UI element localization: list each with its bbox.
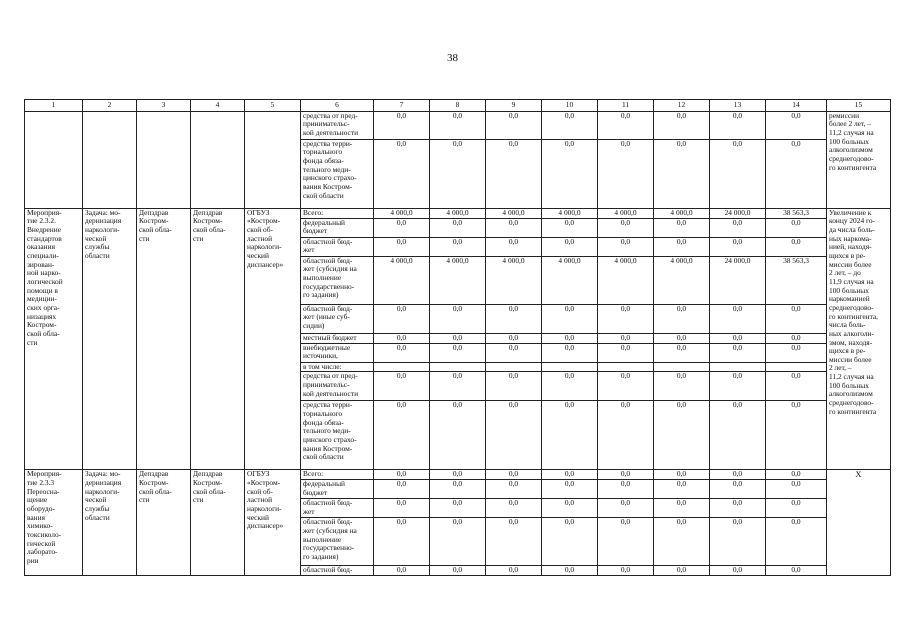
value-cell-col8: 0,0 [430, 111, 486, 139]
value-cell-col13: 0,0 [710, 372, 766, 401]
value-cell-col9: 4 000,0 [486, 256, 542, 304]
value-cell-col7: 0,0 [374, 139, 430, 208]
measure-name-cell: Мероприя- тие 2.3.2. Внедрение стандартов оказания специали- зирован- ной нарко- логической помощи в медицин- ских орга- низациях Костром- ской обла- сти [25, 208, 83, 470]
result-cell: Увеличение к концу 2024 го- да числа боль- ных наркома- нией, находя- щихся в ре- миссии более 2 лет, – до 11,9 случая на 100 больных наркоманией среднегодово- го контингента, числа боль- ных алкоголи- змом, находя- щихся в ре- миссии более 2 лет, – 11,2 случая на 100 больных алкоголизмом среднегодово- го контингента [827, 208, 891, 470]
value-cell-col13: 0,0 [710, 499, 766, 518]
value-cell-col13: 24 000,0 [710, 256, 766, 304]
value-cell-col7: 0,0 [374, 111, 430, 139]
value-cell-col12: 0,0 [654, 372, 710, 401]
value-cell-col12: 0,0 [654, 333, 710, 343]
value-cell-col14: 0,0 [766, 237, 827, 256]
value-cell-col11: 0,0 [598, 237, 654, 256]
value-cell-col12: 0,0 [654, 237, 710, 256]
value-cell-col7: 0,0 [374, 218, 430, 237]
value-cell-col11: 0,0 [598, 139, 654, 208]
value-cell-col10: 0,0 [542, 499, 598, 518]
value-cell-col7: 0,0 [374, 499, 430, 518]
executor-cell: Депздрав Костром- ской обла- сти [191, 208, 245, 470]
empty-cell-col5 [245, 111, 301, 208]
header-cell-1: 1 [25, 100, 83, 112]
value-cell-col14: 0,0 [766, 518, 827, 566]
value-cell-col14 [766, 362, 827, 372]
value-cell-col12: 0,0 [654, 343, 710, 362]
value-cell-col12: 0,0 [654, 499, 710, 518]
value-cell-col11: 4 000,0 [598, 208, 654, 218]
value-cell-col13: 0,0 [710, 566, 766, 576]
task-cell: Задача: мо- дернизация наркологи- ческой службы области [83, 470, 137, 576]
value-cell-col11: 0,0 [598, 499, 654, 518]
value-cell-col10: 0,0 [542, 139, 598, 208]
page-number: 38 [447, 52, 458, 64]
header-cell-4: 4 [191, 100, 245, 112]
value-cell-col8: 4 000,0 [430, 208, 486, 218]
value-cell-col11: 0,0 [598, 401, 654, 470]
value-cell-col12: 0,0 [654, 218, 710, 237]
table-row [25, 208, 891, 218]
value-cell-col11: 0,0 [598, 218, 654, 237]
value-cell-col14: 38 563,3 [766, 256, 827, 304]
value-cell-col7: 0,0 [374, 237, 430, 256]
table-row [25, 111, 891, 139]
header-cell-6: 6 [301, 100, 374, 112]
value-cell-col8: 0,0 [430, 518, 486, 566]
value-cell-col10: 0,0 [542, 372, 598, 401]
funding-source-cell: Всего: [301, 208, 374, 218]
value-cell-col9: 0,0 [486, 372, 542, 401]
program-table [24, 99, 891, 576]
value-cell-col9: 0,0 [486, 304, 542, 333]
value-cell-col8: 0,0 [430, 480, 486, 499]
value-cell-col9: 0,0 [486, 237, 542, 256]
executor-cell: Депздрав Костром- ской обла- сти [191, 470, 245, 576]
header-cell-12: 12 [654, 100, 710, 112]
value-cell-col13: 0,0 [710, 343, 766, 362]
funding-source-cell: средства от пред- принимательс- кой деятельности [301, 372, 374, 401]
value-cell-col12: 0,0 [654, 139, 710, 208]
value-cell-col12: 0,0 [654, 111, 710, 139]
header-cell-2: 2 [83, 100, 137, 112]
coordinator-cell: Депздрав Костром- ской обла- сти [137, 208, 191, 470]
value-cell-col7: 0,0 [374, 304, 430, 333]
value-cell-col12: 4 000,0 [654, 208, 710, 218]
value-cell-col9: 0,0 [486, 111, 542, 139]
value-cell-col7: 0,0 [374, 480, 430, 499]
result-cell: Х [827, 470, 891, 576]
value-cell-col11: 0,0 [598, 470, 654, 480]
value-cell-col10: 4 000,0 [542, 208, 598, 218]
header-cell-5: 5 [245, 100, 301, 112]
value-cell-col7: 0,0 [374, 372, 430, 401]
value-cell-col8: 0,0 [430, 304, 486, 333]
value-cell-col12: 0,0 [654, 304, 710, 333]
value-cell-col9: 0,0 [486, 566, 542, 576]
measure-name-cell: Мероприя- тие 2.3.3 Переосна- щение оборудо- вания химико- токсиколо- гической лаборато- рии [25, 470, 83, 576]
task-cell: Задача: мо- дернизация наркологи- ческой службы области [83, 208, 137, 470]
header-cell-11: 11 [598, 100, 654, 112]
value-cell-col13: 0,0 [710, 304, 766, 333]
value-cell-col13 [710, 362, 766, 372]
value-cell-col11: 0,0 [598, 333, 654, 343]
value-cell-col11: 0,0 [598, 343, 654, 362]
header-cell-8: 8 [430, 100, 486, 112]
value-cell-col11: 0,0 [598, 304, 654, 333]
value-cell-col13: 0,0 [710, 480, 766, 499]
value-cell-col9: 0,0 [486, 139, 542, 208]
value-cell-col12 [654, 362, 710, 372]
empty-cell-col2 [83, 111, 137, 208]
value-cell-col13: 0,0 [710, 139, 766, 208]
value-cell-col13: 0,0 [710, 111, 766, 139]
value-cell-col14: 0,0 [766, 499, 827, 518]
value-cell-col13: 0,0 [710, 401, 766, 470]
value-cell-col10: 4 000,0 [542, 256, 598, 304]
value-cell-col14: 0,0 [766, 566, 827, 576]
result-cell: ремиссии более 2 лет, – 11,2 случая на 100 больных алкоголизмом среднегодово- го контингента [827, 111, 891, 208]
value-cell-col13: 0,0 [710, 518, 766, 566]
value-cell-col7 [374, 362, 430, 372]
value-cell-col11: 0,0 [598, 372, 654, 401]
value-cell-col13: 0,0 [710, 333, 766, 343]
funding-source-cell: областной бюд- жет [301, 499, 374, 518]
value-cell-col12: 0,0 [654, 470, 710, 480]
value-cell-col13: 0,0 [710, 470, 766, 480]
value-cell-col13: 0,0 [710, 218, 766, 237]
value-cell-col10: 0,0 [542, 470, 598, 480]
value-cell-col7: 0,0 [374, 333, 430, 343]
funding-source-cell: областной бюд- [301, 566, 374, 576]
funding-source-cell: Всего: [301, 470, 374, 480]
value-cell-col7: 0,0 [374, 566, 430, 576]
value-cell-col8: 0,0 [430, 401, 486, 470]
value-cell-col10: 0,0 [542, 566, 598, 576]
value-cell-col8: 0,0 [430, 343, 486, 362]
coordinator-cell: Депздрав Костром- ской обла- сти [137, 470, 191, 576]
value-cell-col14: 0,0 [766, 333, 827, 343]
value-cell-col14: 0,0 [766, 304, 827, 333]
value-cell-col10: 0,0 [542, 518, 598, 566]
value-cell-col13: 24 000,0 [710, 208, 766, 218]
value-cell-col14: 0,0 [766, 401, 827, 470]
value-cell-col12: 0,0 [654, 518, 710, 566]
value-cell-col11 [598, 362, 654, 372]
value-cell-col10 [542, 362, 598, 372]
value-cell-col9: 0,0 [486, 333, 542, 343]
value-cell-col9: 4 000,0 [486, 208, 542, 218]
value-cell-col14: 0,0 [766, 218, 827, 237]
funding-source-cell: средства терри- ториального фонда обяза- тельного меди- цинского страхо- вания Костром- ской области [301, 401, 374, 470]
value-cell-col8: 4 000,0 [430, 256, 486, 304]
value-cell-col11: 0,0 [598, 480, 654, 499]
value-cell-col10: 0,0 [542, 333, 598, 343]
funding-source-cell: областной бюд- жет (иные суб- сидии) [301, 304, 374, 333]
value-cell-col10: 0,0 [542, 343, 598, 362]
value-cell-col9: 0,0 [486, 499, 542, 518]
value-cell-col13: 0,0 [710, 237, 766, 256]
value-cell-col10: 0,0 [542, 401, 598, 470]
value-cell-col14: 0,0 [766, 372, 827, 401]
participant-cell: ОГБУЗ «Костром- ской об- ластной наркологи- ческий диспансер» [245, 470, 301, 576]
funding-source-cell: средства терри- ториального фонда обяза- тельного меди- цинского страхо- вания Костром- ской области [301, 139, 374, 208]
funding-source-cell: внебюджетные источники, [301, 343, 374, 362]
value-cell-col14: 0,0 [766, 470, 827, 480]
value-cell-col8: 0,0 [430, 566, 486, 576]
value-cell-col10: 0,0 [542, 480, 598, 499]
value-cell-col12: 0,0 [654, 401, 710, 470]
value-cell-col7: 0,0 [374, 343, 430, 362]
header-cell-9: 9 [486, 100, 542, 112]
funding-source-cell: средства от пред- принимательс- кой деятельности [301, 111, 374, 139]
value-cell-col9 [486, 362, 542, 372]
funding-source-cell: федеральный бюджет [301, 480, 374, 499]
table-row [25, 470, 891, 480]
participant-cell: ОГБУЗ «Костром- ской об- ластной наркологи- ческий диспансер» [245, 208, 301, 470]
header-cell-10: 10 [542, 100, 598, 112]
value-cell-col9: 0,0 [486, 218, 542, 237]
value-cell-col8 [430, 362, 486, 372]
value-cell-col9: 0,0 [486, 470, 542, 480]
value-cell-col12: 4 000,0 [654, 256, 710, 304]
value-cell-col8: 0,0 [430, 470, 486, 480]
value-cell-col10: 0,0 [542, 218, 598, 237]
value-cell-col8: 0,0 [430, 333, 486, 343]
value-cell-col7: 4 000,0 [374, 256, 430, 304]
value-cell-col10: 0,0 [542, 237, 598, 256]
value-cell-col11: 0,0 [598, 518, 654, 566]
value-cell-col9: 0,0 [486, 518, 542, 566]
value-cell-col10: 0,0 [542, 304, 598, 333]
value-cell-col10: 0,0 [542, 111, 598, 139]
funding-source-cell: местный бюджет [301, 333, 374, 343]
header-cell-7: 7 [374, 100, 430, 112]
empty-cell-col1 [25, 111, 83, 208]
funding-source-cell: областной бюд- жет [301, 237, 374, 256]
funding-source-cell: областной бюд- жет (субсидия на выполнение государственно- го задания) [301, 256, 374, 304]
empty-cell-col4 [191, 111, 245, 208]
funding-source-cell: федеральный бюджет [301, 218, 374, 237]
value-cell-col14: 38 563,3 [766, 208, 827, 218]
header-cell-15: 15 [827, 100, 891, 112]
value-cell-col8: 0,0 [430, 237, 486, 256]
value-cell-col7: 0,0 [374, 518, 430, 566]
value-cell-col14: 0,0 [766, 480, 827, 499]
value-cell-col8: 0,0 [430, 218, 486, 237]
value-cell-col8: 0,0 [430, 372, 486, 401]
value-cell-col12: 0,0 [654, 566, 710, 576]
value-cell-col7: 0,0 [374, 401, 430, 470]
funding-source-cell: областной бюд- жет (субсидия на выполнение государственно- го задания) [301, 518, 374, 566]
value-cell-col7: 0,0 [374, 470, 430, 480]
empty-cell-col3 [137, 111, 191, 208]
value-cell-col7: 4 000,0 [374, 208, 430, 218]
value-cell-col14: 0,0 [766, 111, 827, 139]
value-cell-col9: 0,0 [486, 480, 542, 499]
value-cell-col11: 0,0 [598, 566, 654, 576]
value-cell-col9: 0,0 [486, 401, 542, 470]
header-cell-13: 13 [710, 100, 766, 112]
value-cell-col8: 0,0 [430, 499, 486, 518]
value-cell-col11: 0,0 [598, 111, 654, 139]
header-cell-3: 3 [137, 100, 191, 112]
value-cell-col8: 0,0 [430, 139, 486, 208]
value-cell-col14: 0,0 [766, 139, 827, 208]
value-cell-col14: 0,0 [766, 343, 827, 362]
value-cell-col11: 4 000,0 [598, 256, 654, 304]
header-row [25, 100, 891, 112]
funding-source-cell: в том числе: [301, 362, 374, 372]
value-cell-col12: 0,0 [654, 480, 710, 499]
header-cell-14: 14 [766, 100, 827, 112]
value-cell-col9: 0,0 [486, 343, 542, 362]
